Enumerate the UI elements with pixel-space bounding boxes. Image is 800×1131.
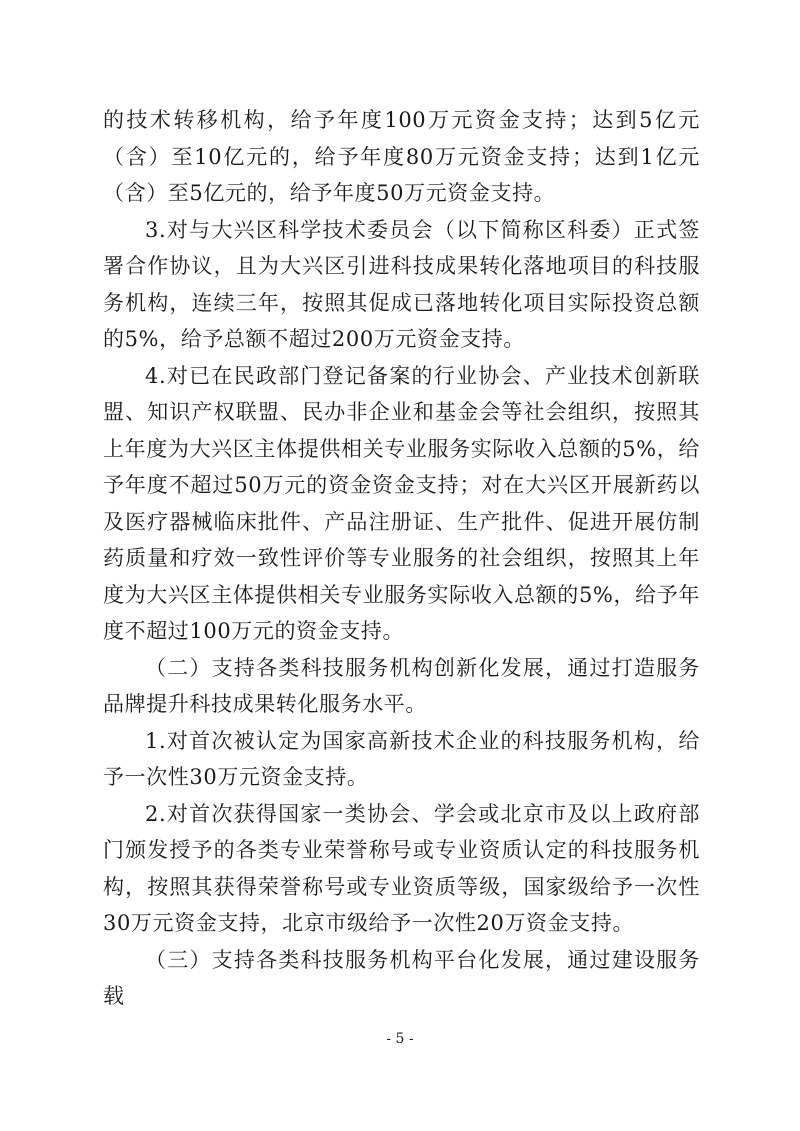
- paragraph-item-2: 2.对首次获得国家一类协会、学会或北京市及以上政府部门颁发授予的各类专业荣誉称号或专业资质认定的科技服务机构，按照其获得荣誉称号或专业资质等级，国家级给予一次性30万元资金支持，北京市级给予一次性20万资金支持。: [103, 801, 700, 935]
- section-heading-3: （三）支持各类科技服务机构平台化发展，通过建设服务载: [103, 947, 700, 1008]
- page-number: - 5 -: [386, 1031, 414, 1047]
- section-heading-2: （二）支持各类科技服务机构创新化发展，通过打造服务品牌提升科技成果转化服务水平。: [103, 655, 700, 716]
- paragraph-item-1: 1.对首次被认定为国家高新技术企业的科技服务机构，给予一次性30万元资金支持。: [103, 728, 700, 789]
- document-page: [103, 102, 700, 1015]
- paragraph-item-4: 4.对已在民政部门登记备案的行业协会、产业技术创新联盟、知识产权联盟、民办非企业和基金会等社会组织，按照其上年度为大兴区主体提供相关专业服务实际收入总额的5%，给予年度不超过50万元的资金资金支持；对在大兴区开展新药以及医疗器械临床批件、产品注册证、生产批件、促进开展仿制药质量和疗效一致性评价等专业服务的社会组织，按照其上年度为大兴区主体提供相关专业服务实际收入总额的5%，给予年度不超过100万元的资金支持。: [103, 363, 700, 643]
- paragraph-item-3: 3.对与大兴区科学技术委员会（以下简称区科委）正式签署合作协议，且为大兴区引进科技成果转化落地项目的科技服务机构，连续三年，按照其促成已落地转化项目实际投资总额的5%，给予总额不超过200万元资金支持。: [103, 217, 700, 351]
- paragraph-continuation: 的技术转移机构，给予年度100万元资金支持；达到5亿元（含）至10亿元的，给予年度80万元资金支持；达到1亿元（含）至5亿元的，给予年度50万元资金支持。: [103, 108, 700, 205]
